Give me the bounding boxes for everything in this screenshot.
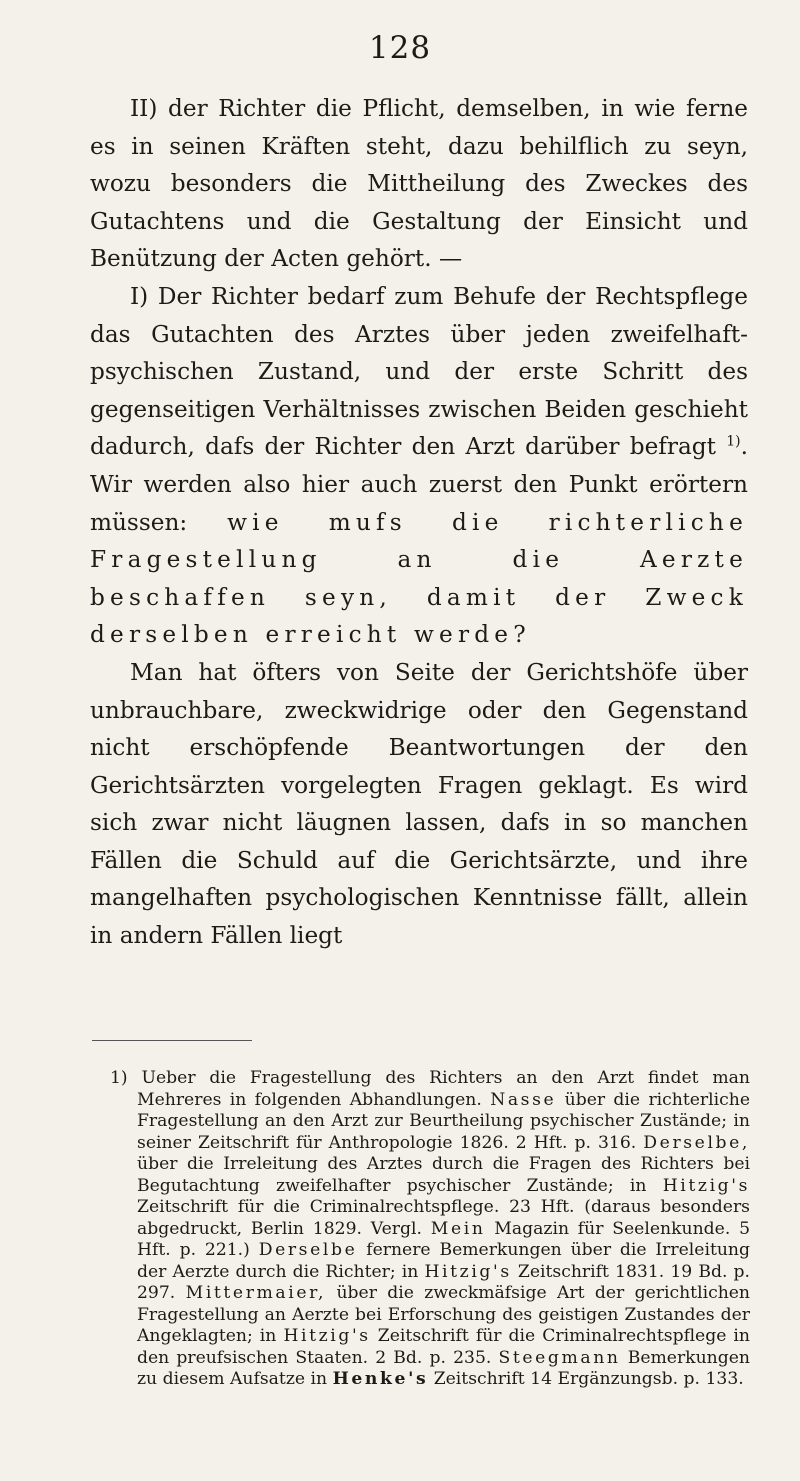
footnote-ref-3: Zeitschrift für die Criminalrechtspflege. 23 Hft. (daraus besonders abgedruckt, Berlin 1829. Vergl. — [137, 1197, 750, 1239]
author-hitzig-2: Hitzig's — [424, 1261, 512, 1282]
author-derselbe-2: Derselbe — [258, 1240, 358, 1260]
paragraph-question-text: I) Der Richter bedarf zum Behufe der Rechtspflege das Gutachten des Arztes über jeden zweifelhaft-psychischen Zustand, und der erste Schritt des gegenseitigen Verhältnisses zwischen Beiden geschieht dadurch, dafs der Richter den Arzt darüber befragt — [90, 282, 748, 461]
footnote-separator — [92, 1040, 252, 1041]
page-number: 128 — [368, 30, 432, 66]
footnote-reference: 1) — [726, 433, 741, 450]
footnote-ref-8: Zeitschrift für die Criminalrechtspflege in den preufsischen Staaten. 2 Bd. p. 235. — [137, 1326, 750, 1368]
footnote-ref-1: über die richterliche Fragestellung an den Arzt zur Beurtheilung psychischer Zustände; in seiner Zeitschrift für Anthropologie 1826. 2 Hft. p. 316. — [137, 1089, 751, 1153]
footnote-ref-6: Zeitschrift 1831. 19 Bd. p. 297. — [137, 1261, 750, 1303]
footnote-ref-7: über die zweckmäfsige Art der gerichtlichen Fragestellung an Aerzte bei Erforschung des geistigen Zustandes der Angeklagten; in — [137, 1283, 751, 1346]
footnote-ref-9: Bemerkungen zu diesem Aufsatze in — [137, 1347, 750, 1389]
main-text — [90, 90, 748, 955]
paragraph-duty: II) der Richter die Pflicht, demselben, in wie ferne es in seinen Kräften steht, dazu behilflich zu seyn, wozu besonders die Mittheilung des Zweckes des Gutachtens und die Gestaltung der Einsicht und Benützung der Acten gehört. — — [90, 95, 748, 273]
footnote-ref-2: über die Irreleitung des Arztes durch die Fragen des Richters bei Begutachtung zweifelhafter psychischer Zustände; in — [137, 1154, 750, 1196]
footnote-ref-5: fernere Bemerkungen über die Irreleitung der Aerzte durch die Richter; in — [137, 1240, 751, 1282]
paragraph-question — [90, 278, 748, 654]
footnote-ref-10: Zeitschrift 14 Ergänzungsb. p. 133. — [433, 1369, 744, 1389]
author-mittermaier: Mittermaier, — [185, 1283, 327, 1303]
author-nasse: Nasse — [490, 1089, 557, 1110]
author-hitzig-1: Hitzig's — [662, 1175, 751, 1196]
author-mein: Mein — [430, 1218, 486, 1239]
footnote — [110, 1068, 750, 1391]
author-derselbe-1: Derselbe, — [643, 1132, 750, 1153]
emphasized-question: wie mufs die richterliche Fragestellung an die Aerzte beschaffen seyn, damit der Zweck derselben erreicht werde? — [90, 508, 748, 649]
paragraph-complaints: Man hat öfters von Seite der Gerichtshöfe über unbrauchbare, zweckwidrige oder den Gegenstand nicht erschöpfende Beantwortungen der den Gerichtsärzten vorgelegten Fragen geklagt. Es wird sich zwar nicht läugnen lassen, dafs in so manchen Fällen die Schuld auf die Gerichtsärzte, und ihre mangelhaften psychologischen Kenntnisse fällt, allein in andern Fällen liegt — [90, 658, 748, 950]
footnote-text — [110, 1068, 750, 1391]
author-henke: Henke's — [332, 1369, 429, 1389]
footnote-ref-4: Magazin für Seelenkunde. 5 Hft. p. 221.) — [137, 1218, 750, 1260]
author-hitzig-3: Hitzig's — [283, 1326, 371, 1346]
author-steegmann: Steegmann — [498, 1347, 621, 1368]
paragraph-question-cont: . Wir werden also hier auch zuerst den Punkt erörtern müssen: — [90, 433, 748, 536]
footnote-intro: 1) Ueber die Fragestellung des Richters an den Arzt findet man Mehreres in folgenden Abhandlungen. — [110, 1068, 750, 1110]
